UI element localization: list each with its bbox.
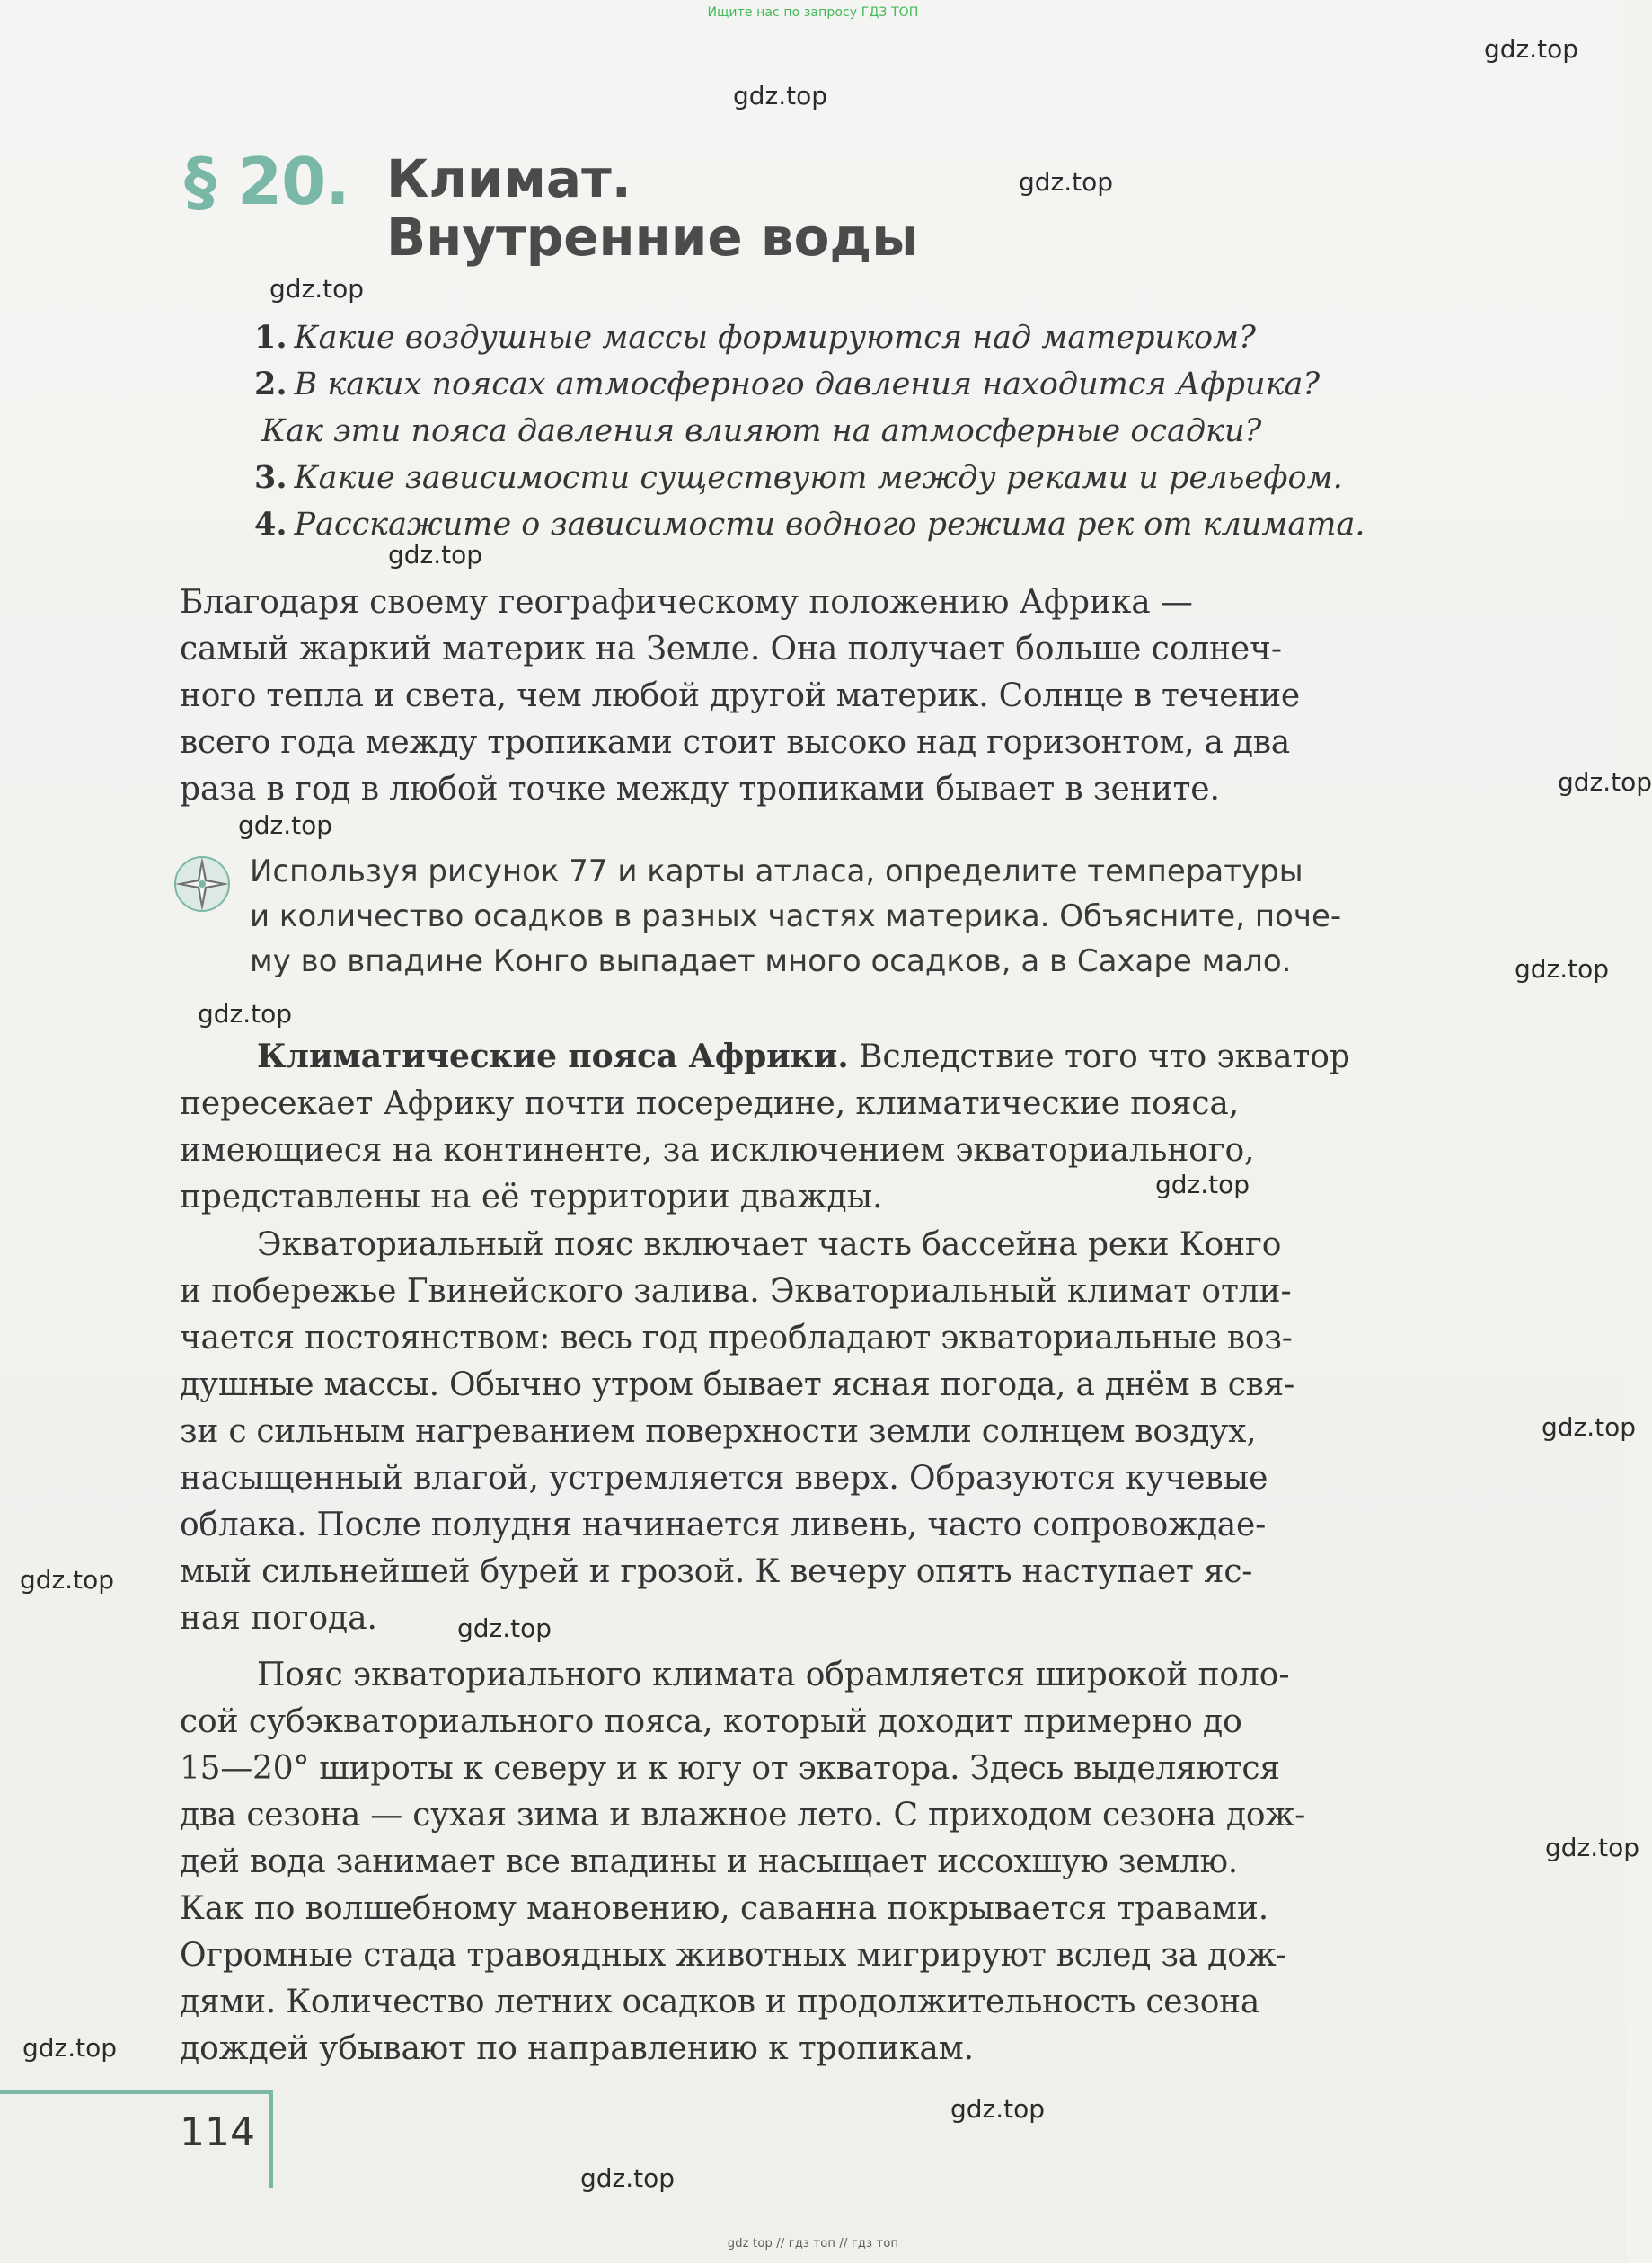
section-title (184, 144, 1262, 278)
paragraph-line: два сезона — сухая зима и влажное лето. С приходом сезона дож- (180, 1797, 1306, 1834)
task-line: му во впадине Конго выпадает много осадков, а в Сахаре мало. (250, 943, 1292, 979)
paragraph-line: мый сильнейшей бурей и грозой. К вечеру опять наступает яс- (180, 1553, 1253, 1590)
paragraph-line: 15—20° широты к северу и к югу от экватора. Здесь выделяются (180, 1750, 1280, 1787)
paragraph-line (180, 1652, 1554, 1699)
question-text: Как эти пояса давления влияют на атмосферные осадки? (261, 413, 1262, 449)
title-line-1: Климат. (386, 148, 632, 209)
paragraph-line: Благодаря своему географическому положению Африка — (180, 584, 1193, 621)
watermark: gdz.top (580, 2163, 676, 2193)
watermark: gdz.top (1019, 167, 1114, 197)
task-line: Используя рисунок 77 и карты атласа, определите температуры (250, 853, 1303, 889)
watermark: gdz.top (1515, 954, 1610, 984)
paragraph-text: Вследствие того что экватор (859, 1039, 1350, 1075)
paragraph-line: самый жаркий материк на Земле. Она получает больше солнеч- (180, 631, 1282, 667)
paragraph-line: Огромные стада травоядных животных мигрируют вслед за дож- (180, 1937, 1287, 1974)
watermark: gdz.top (269, 274, 365, 304)
watermark: gdz.top (1155, 1170, 1250, 1199)
watermark: gdz.top (1558, 767, 1652, 797)
climate-belts-paragraph (180, 1033, 1554, 1221)
search-note: Ищите нас по запросу ГДЗ ТОП (707, 5, 919, 20)
watermark: gdz.top (1484, 34, 1579, 64)
question-line (254, 361, 1566, 408)
question-number: 3. (254, 459, 287, 496)
paragraph-line: дей вода занимает все впадины и насыщает иссохшую землю. (180, 1843, 1238, 1880)
page-number-rule-vertical (269, 2090, 273, 2188)
paragraph-line: зи с сильным нагреванием поверхности земли солнцем воздух, (180, 1413, 1257, 1450)
paragraph-line: ного тепла и света, чем любой другой материк. Солнце в течение (180, 677, 1300, 714)
watermark: gdz.top (733, 81, 828, 110)
question-text: Какие воздушные массы формируются над материком? (294, 320, 1256, 356)
paragraph-line: раза в год в любой точке между тропиками бывает в зените. (180, 771, 1220, 808)
watermark: gdz.top (20, 1565, 115, 1595)
page-number: 114 (180, 2109, 255, 2155)
section-number: § 20. (184, 144, 349, 219)
watermark: gdz.top (22, 2033, 118, 2063)
question-number: 2. (254, 366, 287, 402)
task-text (250, 849, 1570, 984)
paragraph-line: чается постоянством: весь год преобладают экваториальные воз- (180, 1320, 1293, 1357)
paragraph-text: Экваториальный пояс включает часть бассейна реки Конго (257, 1226, 1282, 1263)
equatorial-paragraph (180, 1222, 1554, 1642)
watermark: gdz.top (950, 2094, 1046, 2124)
subequatorial-paragraph (180, 1652, 1554, 2073)
paragraph-line: облака. После полудня начинается ливень, часто сопровождае- (180, 1507, 1266, 1543)
question-number: 4. (254, 506, 287, 543)
paragraph-line: Как по волшебному мановению, саванна покрывается травами. (180, 1890, 1269, 1927)
watermark: gdz.top (1542, 1412, 1637, 1442)
watermark: gdz.top (457, 1613, 552, 1643)
question-text: В каких поясах атмосферного давления находится Африка? (294, 367, 1321, 402)
paragraph-heading: Климатические пояса Африки. (257, 1038, 849, 1075)
paragraph-line: представлены на её территории дважды. (180, 1179, 883, 1215)
title-line-2: Внутренние воды (386, 207, 919, 268)
task-line: и количество осадков в разных частях материка. Объясните, поче- (250, 898, 1342, 934)
question-number: 1. (254, 319, 287, 356)
question-line (254, 408, 1566, 455)
paragraph-line: дями. Количество летних осадков и продолжительность сезона (180, 1984, 1260, 2020)
paragraph-line: дождей убывают по направлению к тропикам. (180, 2030, 974, 2067)
watermark: gdz.top (388, 540, 483, 570)
paragraph-line: имеющиеся на континенте, за исключением экваториального, (180, 1132, 1255, 1169)
watermark: gdz.top (238, 810, 333, 840)
question-line (254, 314, 1566, 361)
paragraph-line (180, 1033, 1554, 1081)
paragraph-line: насыщенный влагой, устремляется вверх. Образуются кучевые (180, 1460, 1268, 1497)
paragraph-line: всего года между тропиками стоит высоко над горизонтом, а два (180, 724, 1291, 761)
watermark: gdz.top (1545, 1833, 1640, 1862)
paragraph-line: пересекает Африку почти посередине, климатические пояса, (180, 1085, 1240, 1122)
paragraph-line: душные массы. Обычно утром бывает ясная погода, а днём в свя- (180, 1366, 1295, 1403)
question-text: Расскажите о зависимости водного режима рек от климата. (294, 507, 1365, 543)
intro-paragraph (180, 579, 1554, 813)
paragraph-line: и побережье Гвинейского залива. Экваториальный климат отли- (180, 1273, 1292, 1310)
question-text: Какие зависимости существуют между реками и рельефом. (294, 460, 1343, 496)
review-questions (254, 314, 1566, 548)
compass-rose-icon (171, 853, 234, 915)
watermark: gdz.top (198, 999, 293, 1029)
paragraph-text: Пояс экваториального климата обрамляется широкой поло- (257, 1657, 1290, 1693)
paragraph-line: сой субэкваториального пояса, который доходит примерно до (180, 1703, 1242, 1740)
paragraph-line: ная погода. (180, 1600, 377, 1637)
page-number-rule-horizontal (0, 2090, 273, 2094)
footer-note: gdz top // гдз топ // гдз топ (727, 2237, 899, 2250)
question-line (254, 455, 1566, 501)
paragraph-line (180, 1222, 1554, 1269)
